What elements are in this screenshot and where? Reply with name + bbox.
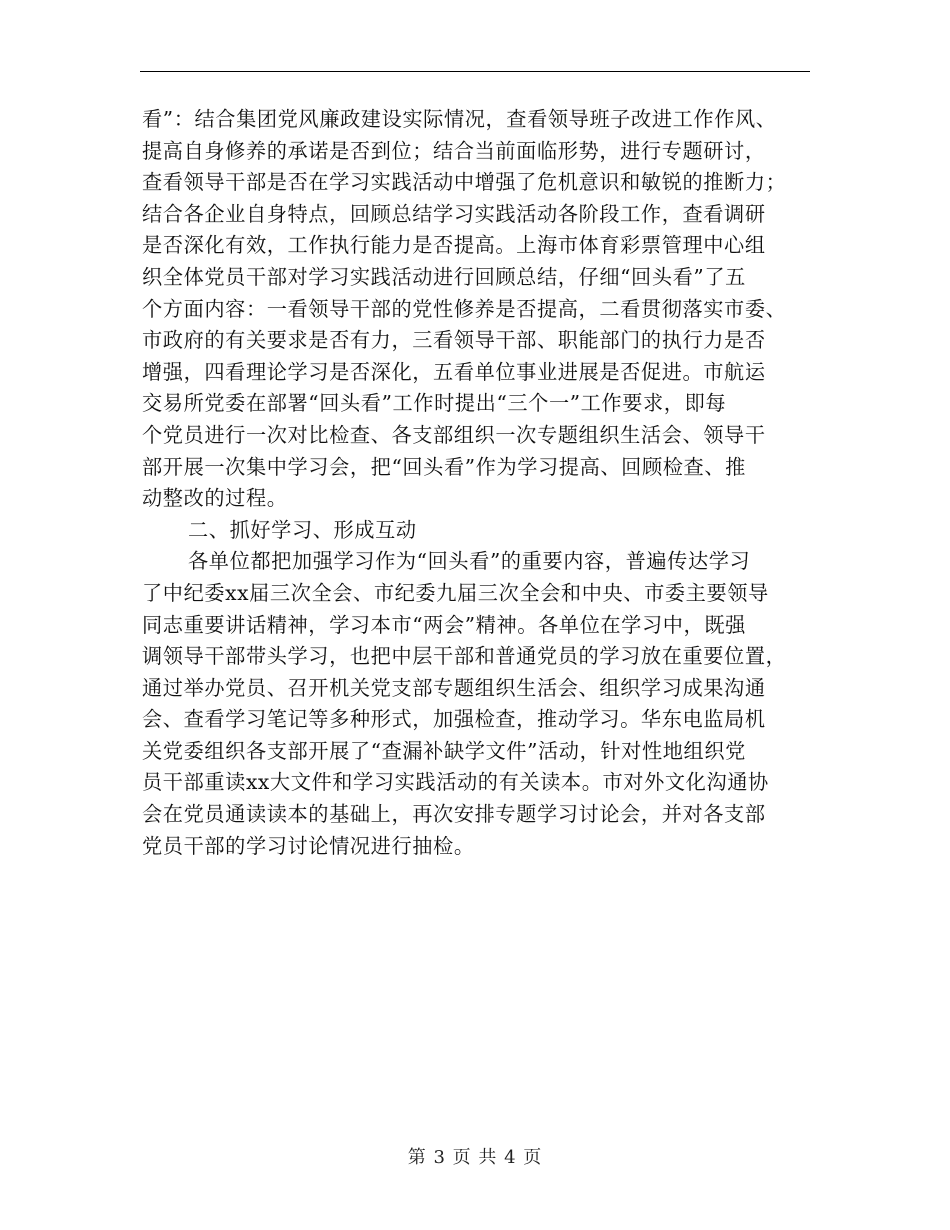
text-line: 同志重要讲话精神，学习本市“两会”精神。各单位在学习中，既强 bbox=[142, 612, 746, 637]
section-heading: 二、抓好学习、形成互动 bbox=[188, 517, 417, 542]
text-line: 个党员进行一次对比检查、各支部组织一次专题组织生活会、领导干 bbox=[142, 422, 766, 447]
text-line: 调领导干部带头学习，也把中层干部和普通党员的学习放在重要位置， bbox=[142, 644, 787, 669]
text-line: 结合各企业自身特点，回顾总结学习实践活动各阶段工作，查看调研 bbox=[142, 201, 766, 226]
body-text bbox=[142, 104, 802, 862]
text-line: 看”：结合集团党风廉政建设实际情况，查看领导班子改进工作作风、 bbox=[142, 107, 777, 131]
text-line: 会在党员通读读本的基础上，再次安排专题学习讨论会，并对各支部 bbox=[142, 802, 766, 827]
text-line: 查看领导干部是否在学习实践活动中增强了危机意识和敏锐的推断力； bbox=[142, 170, 787, 195]
text-line: 动整改的过程。 bbox=[142, 486, 288, 511]
text-line: 员干部重读xx大文件和学习实践活动的有关读本。市对外文化沟通协 bbox=[142, 770, 769, 795]
text-line: 是否深化有效，工作执行能力是否提高。上海市体育彩票管理中心组 bbox=[142, 233, 766, 258]
paragraph-1 bbox=[142, 104, 802, 515]
text-line: 交易所党委在部署“回头看”工作时提出“三个一”工作要求，即每 bbox=[142, 391, 727, 416]
paragraph-2 bbox=[142, 546, 802, 862]
text-line: 个方面内容：一看领导干部的党性修养是否提高，二看贯彻落实市委、 bbox=[142, 296, 787, 321]
text-line: 市政府的有关要求是否有力，三看领导干部、职能部门的执行力是否 bbox=[142, 328, 766, 353]
text-line: 通过举办党员、召开机关党支部专题组织生活会、组织学习成果沟通 bbox=[142, 675, 766, 700]
text-line: 织全体党员干部对学习实践活动进行回顾总结，仔细“回头看”了五 bbox=[142, 264, 746, 289]
text-line: 增强，四看理论学习是否深化，五看单位事业进展是否促进。市航运 bbox=[142, 359, 766, 384]
header-rule bbox=[140, 71, 810, 72]
text-line: 部开展一次集中学习会，把“回头看”作为学习提高、回顾检查、推 bbox=[142, 454, 746, 479]
page-footer: 第 3 页 共 4 页 bbox=[407, 1147, 543, 1168]
text-line: 会、查看学习笔记等多种形式，加强检查，推动学习。华东电监局机 bbox=[142, 707, 766, 732]
text-line: 党员干部的学习讨论情况进行抽检。 bbox=[142, 833, 475, 858]
text-line: 各单位都把加强学习作为“回头看”的重要内容，普遍传达学习 bbox=[188, 549, 751, 574]
text-line: 关党委组织各支部开展了“查漏补缺学文件”活动，针对性地组织党 bbox=[142, 738, 746, 763]
text-line: 了中纪委xx届三次全会、市纪委九届三次全会和中央、市委主要领导 bbox=[142, 580, 769, 605]
text-line: 提高自身修养的承诺是否到位；结合当前面临形势，进行专题研讨， bbox=[142, 138, 766, 163]
